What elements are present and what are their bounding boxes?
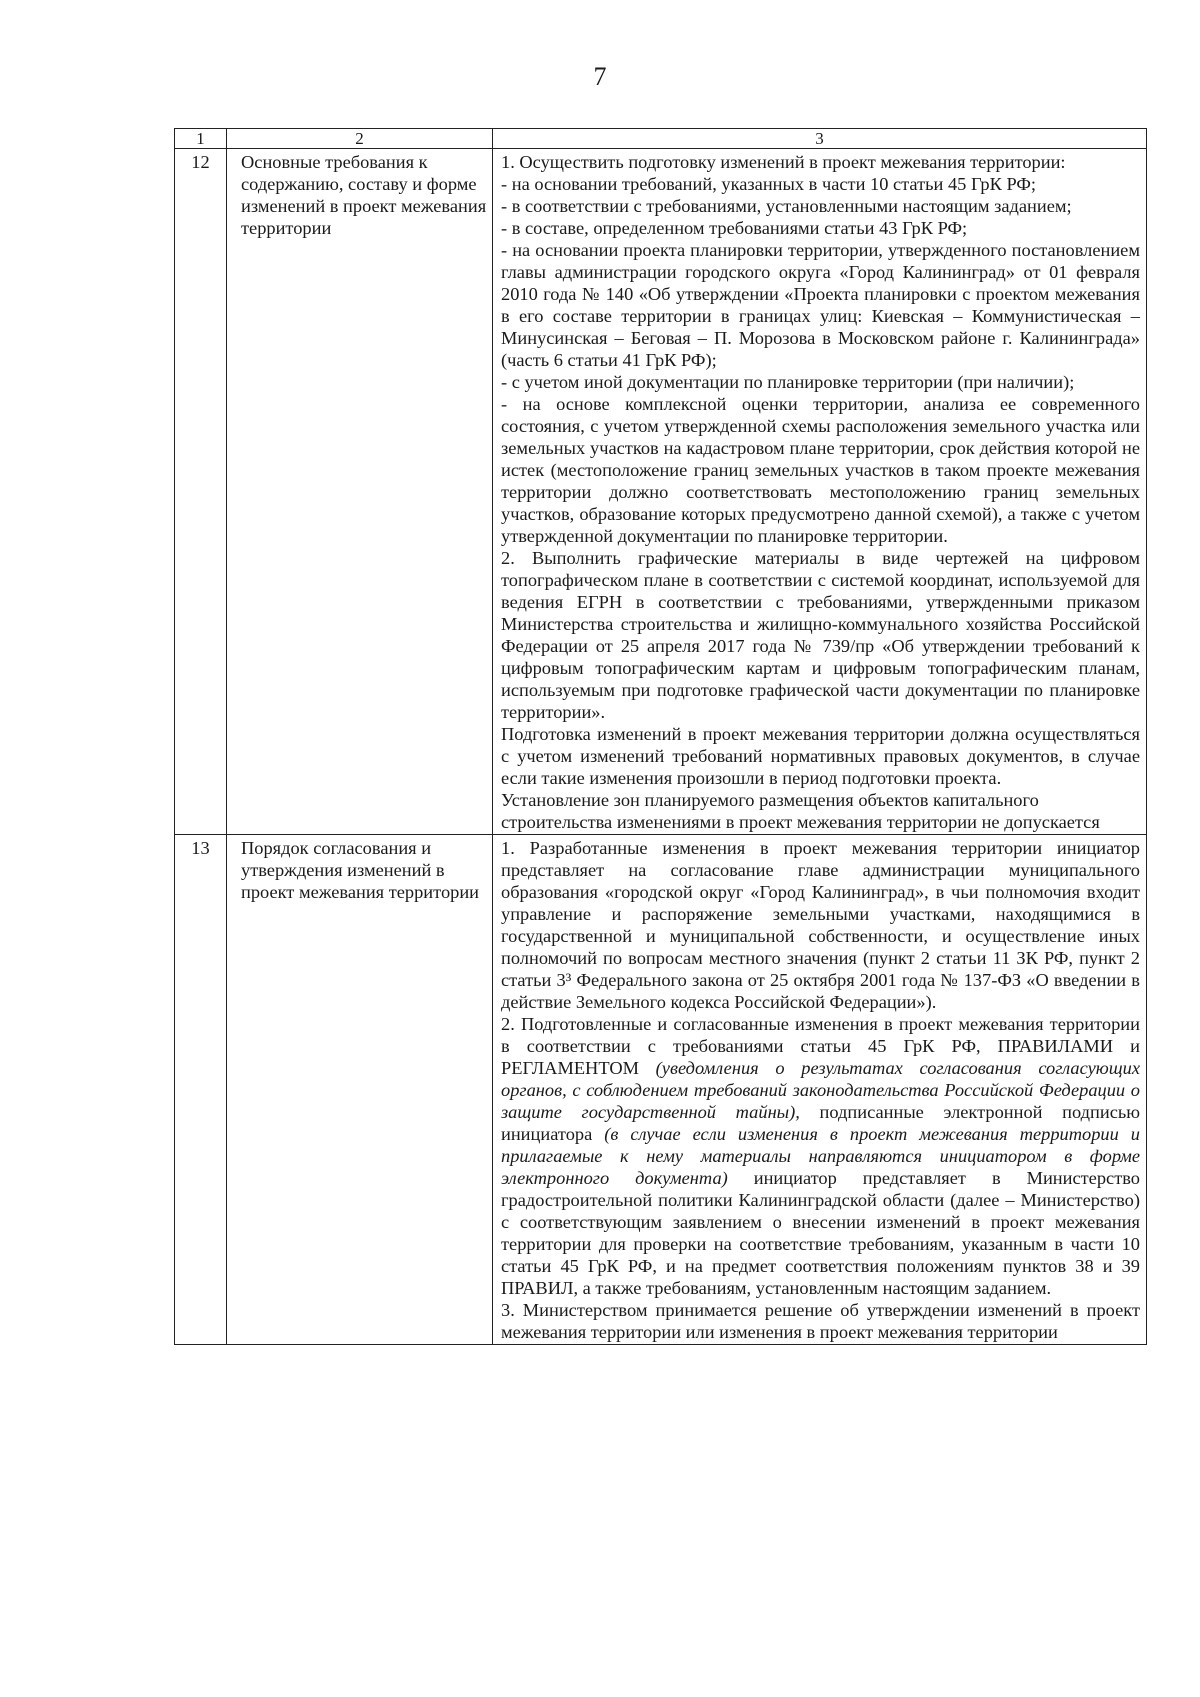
paragraph: 3. Министерством принимается решение об утверждении изменений в проект межевания территории или изменения в проект межевания территории [501, 1300, 1140, 1342]
row-number: 13 [175, 835, 227, 1345]
requirements-table [174, 128, 1147, 1345]
text-run: подписанные электронной подписью инициатора [501, 1102, 1140, 1144]
italic-text-run: (в случае если изменения в проект межевания территории и прилагаемые к нему материалы направляются инициатором в форме электронного документа) [501, 1124, 1141, 1188]
paragraph: - на основании проекта планировки территории, утвержденного постановлением главы администрации городского округа «Город Калининград» от 01 февраля 2010 года № 140 «Об утверждении «Проекта планировки с проектом межевания в его составе территории в границах улиц: Киевская – Коммунистическая – Минусинская – Беговая – П. Морозова в Московском районе г. Калининграда» (часть 6 статьи 41 ГрК РФ); [501, 240, 1140, 370]
page-number: 7 [593, 62, 607, 91]
row-title [227, 835, 493, 1345]
row-title [227, 149, 493, 835]
paragraph: 2. Выполнить графические материалы в виде чертежей на цифровом топографическом плане в соответствии с системой координат, используемой для ведения ЕГРН в соответствии с требованиями, утвержденными приказом Министерства строительства и жилищно-коммунального хозяйства Российской Федерации от 25 апреля 2017 года № 739/пр «Об утверждении требований к цифровым топографическим картам и цифровым топографическим планам, используемым при подготовке графической части документации по планировке территории». [501, 548, 1140, 722]
column-header-2: 2 [227, 129, 493, 149]
row-title-text: Порядок согласования и утверждения изменений в проект межевания территории [241, 838, 480, 902]
text-run: 2. Подготовленные и согласованные изменения в проект межевания территории в соответствии с требованиями статьи 45 ГрК РФ, ПРАВИЛАМИ и РЕГЛАМЕНТОМ [501, 1014, 1140, 1078]
paragraph: - с учетом иной документации по планировке территории (при наличии); [501, 372, 1075, 392]
column-header-3: 3 [493, 129, 1147, 149]
paragraph: - в соответствии с требованиями, установленными настоящим заданием; [501, 196, 1072, 216]
paragraph: 1. Осуществить подготовку изменений в проект межевания территории: [501, 152, 1066, 172]
row-title-text: Основные требования к содержанию, составу и форме изменений в проект межевания территории [241, 152, 487, 238]
row-number: 12 [175, 149, 227, 835]
row-content [493, 149, 1147, 835]
italic-text-run: (уведомления о результатах согласования согласующих органов, с соблюдением требований законодательства Российской Федерации о защите государственной тайны), [501, 1058, 1140, 1122]
paragraph: 1. Разработанные изменения в проект межевания территории инициатор представляет на согласование главе администрации муниципального образования «городской округ «Город Калининград», в чьи полномочия входит управление и распоряжение земельными участками, находящимися в государственной и муниципальной собственности, и осуществление иных полномочий по вопросам местного значения (пункт 2 статьи 11 ЗК РФ, пункт 2 статьи 3³ Федерального закона от 25 октября 2001 года № 137-ФЗ «О введении в действие Земельного кодекса Российской Федерации»). [501, 838, 1140, 1012]
column-header-1: 1 [175, 129, 227, 149]
paragraph: - на основе комплексной оценки территории, анализа ее современного состояния, с учетом утвержденной схемы расположения земельного участка или земельных участков на кадастровом плане территории, срок действия которой не истек (местоположение границ земельных участков в таком проекте межевания территории должно соответствовать местоположению границ земельных участков, образование которых предусмотрено данной схемой), а также с учетом утвержденной документации по планировке территории. [501, 394, 1140, 546]
paragraph: Установление зон планируемого размещения объектов капитального строительства изменениями в проект межевания территории не допускается [501, 790, 1100, 832]
row-content [493, 835, 1147, 1345]
table-row [175, 149, 1147, 835]
paragraph: - в составе, определенном требованиями статьи 43 ГрК РФ; [501, 218, 968, 238]
text-run: инициатор представляет в Министерство градостроительной политики Калининградской области (далее – Министерство) с соответствующим заявлением о внесении изменений в проект межевания территории для проверки на соответствие требованиям, указанным в части 10 статьи 45 ГрК РФ, и на предмет соответствия положениям пунктов 38 и 39 ПРАВИЛ, а также требованиям, установленным настоящим заданием. [501, 1168, 1140, 1298]
paragraph: Подготовка изменений в проект межевания территории должна осуществляться с учетом изменений требований нормативных правовых документов, в случае если такие изменения произошли в период подготовки проекта. [501, 724, 1140, 788]
table-header-row [175, 129, 1147, 149]
paragraph [501, 1013, 1140, 1299]
table-row [175, 835, 1147, 1345]
paragraph: - на основании требований, указанных в части 10 статьи 45 ГрК РФ; [501, 174, 1037, 194]
